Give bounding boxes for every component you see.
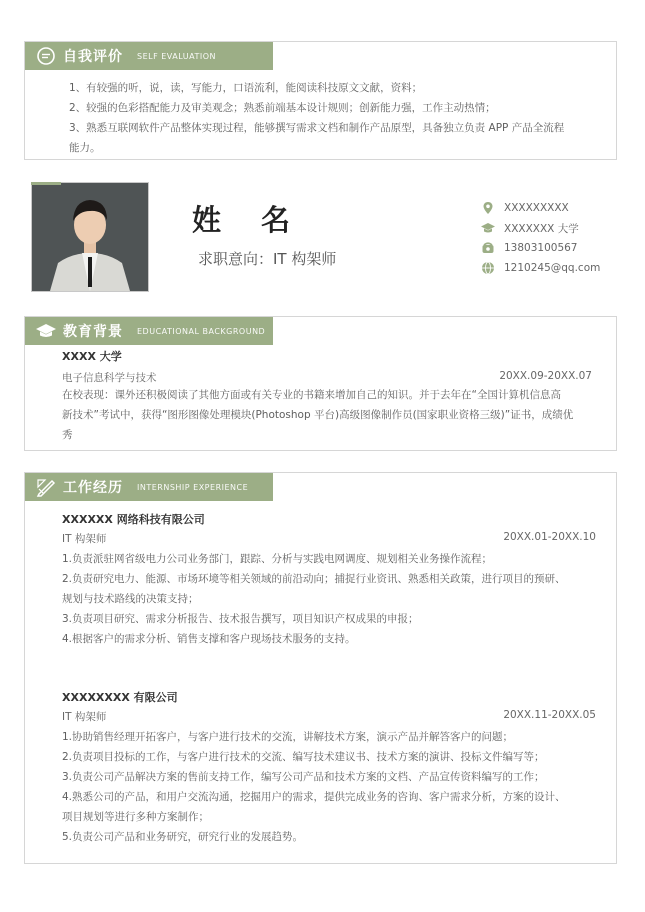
contact-school <box>480 220 579 236</box>
contact-text: 1210245@qq.com <box>504 262 601 274</box>
text-line: 项目规划等进行多种方案制作； <box>62 811 209 823</box>
major: 电子信息科学与技术 <box>62 372 157 384</box>
company-name: XXXXXX 网络科技有限公司 <box>62 513 205 526</box>
text-line: 3、熟悉互联网软件产品整体实现过程，能够撰写需求文档和制作产品原型，具备独立负责 APP 产品全流程 <box>69 122 565 134</box>
contact-email <box>480 260 600 276</box>
text-line: 2、较强的色彩搭配能力及审美观念；熟悉前端基本设计规则；创新能力强，工作主动热情； <box>69 102 496 114</box>
text-line: 规划与技术路线的决策支持； <box>62 593 199 605</box>
text-line: 秀 <box>62 429 73 441</box>
section-header <box>25 42 273 70</box>
photo-accent-bar <box>31 182 61 185</box>
text-line: 4.根据客户的需求分析、销售支撑和客户现场技术服务的支持。 <box>62 633 356 645</box>
section-title: 教育背景 <box>63 324 123 340</box>
section-title: 工作经历 <box>63 480 123 496</box>
phone-icon <box>480 240 496 256</box>
job-date: 20XX.01-20XX.10 <box>503 531 596 543</box>
self-eval-text <box>69 78 609 158</box>
section-subtitle: SELF EVALUATION <box>137 51 217 61</box>
job-duties <box>62 727 610 847</box>
contact-text: XXXXXXXXX <box>504 202 569 214</box>
text-line: 4.熟悉公司的产品，和用户交流沟通，挖掘用户的需求，提供完成业务的咨询、客户需求分析，方案的设计、 <box>62 791 566 803</box>
contact-text: XXXXXXX 大学 <box>504 222 579 235</box>
job-date: 20XX.11-20XX.05 <box>503 709 596 721</box>
section-header <box>25 317 273 345</box>
graduation-cap-icon <box>480 220 496 236</box>
chat-bubble-icon <box>35 45 57 67</box>
education-date: 20XX.09-20XX.07 <box>499 370 592 382</box>
section-subtitle: EDUCATIONAL BACKGROUND <box>137 326 266 336</box>
contact-address <box>480 200 569 216</box>
section-title: 自我评价 <box>63 49 123 65</box>
text-line: 3.负责项目研究、需求分析报告、技术报告撰写，项目知识产权成果的申报； <box>62 613 419 625</box>
text-line: 1.负责派驻网省级电力公司业务部门，跟踪、分析与实践电网调度、规划相关业务操作流程； <box>62 553 493 565</box>
work-experience-section <box>24 472 617 864</box>
school-name: XXXX 大学 <box>62 350 122 363</box>
text-line: 能力。 <box>69 142 101 154</box>
contact-phone <box>480 240 578 256</box>
globe-icon <box>480 260 496 276</box>
text-line: 新技术”考试中，获得“图形图像处理模块(Photoshop 平台)高级图像制作员(国家职业资格三级)”证书，成绩优 <box>62 409 574 421</box>
section-subtitle: INTERNSHIP EXPERIENCE <box>137 482 249 492</box>
self-evaluation-section <box>24 41 617 160</box>
job-intent: 求职意向：IT 构架师 <box>198 250 337 268</box>
education-section <box>24 316 617 451</box>
text-line: 2.负责研究电力、能源、市场环境等相关领域的前沿动向；捕捉行业资讯、熟悉相关政策，进行项目的预研、 <box>62 573 566 585</box>
text-line: 1.协助销售经理开拓客户，与客户进行技术的交流，讲解技术方案，演示产品并解答客户的问题； <box>62 731 514 743</box>
profile-photo <box>31 182 149 292</box>
location-icon <box>480 200 496 216</box>
text-line: 5.负责公司产品和业务研究，研究行业的发展趋势。 <box>62 831 304 843</box>
job-role: IT 构架师 <box>62 533 107 545</box>
text-line: 在校表现：课外还积极阅读了其他方面或有关专业的书籍来增加自己的知识。并于去年在“全国计算机信息高 <box>62 389 561 401</box>
text-line: 3.负责公司产品解决方案的售前支持工作，编写公司产品和技术方案的文档、产品宣传资料编写的工作； <box>62 771 545 783</box>
graduation-cap-icon <box>35 320 57 342</box>
education-text <box>62 385 607 445</box>
text-line: 2.负责项目投标的工作，与客户进行技术的交流、编写技术建议书、技术方案的演讲、投标文件编写等； <box>62 751 545 763</box>
company-name: XXXXXXXX 有限公司 <box>62 691 178 704</box>
job-role: IT 构架师 <box>62 711 107 723</box>
text-line: 1、有较强的听，说，读，写能力，口语流利，能阅读科技原文文献，资料； <box>69 82 423 94</box>
contact-text: 13803100567 <box>504 242 578 254</box>
section-header <box>25 473 273 501</box>
pencil-ruler-icon <box>35 476 57 498</box>
job-duties <box>62 549 610 649</box>
candidate-name: 姓名 <box>192 203 331 237</box>
